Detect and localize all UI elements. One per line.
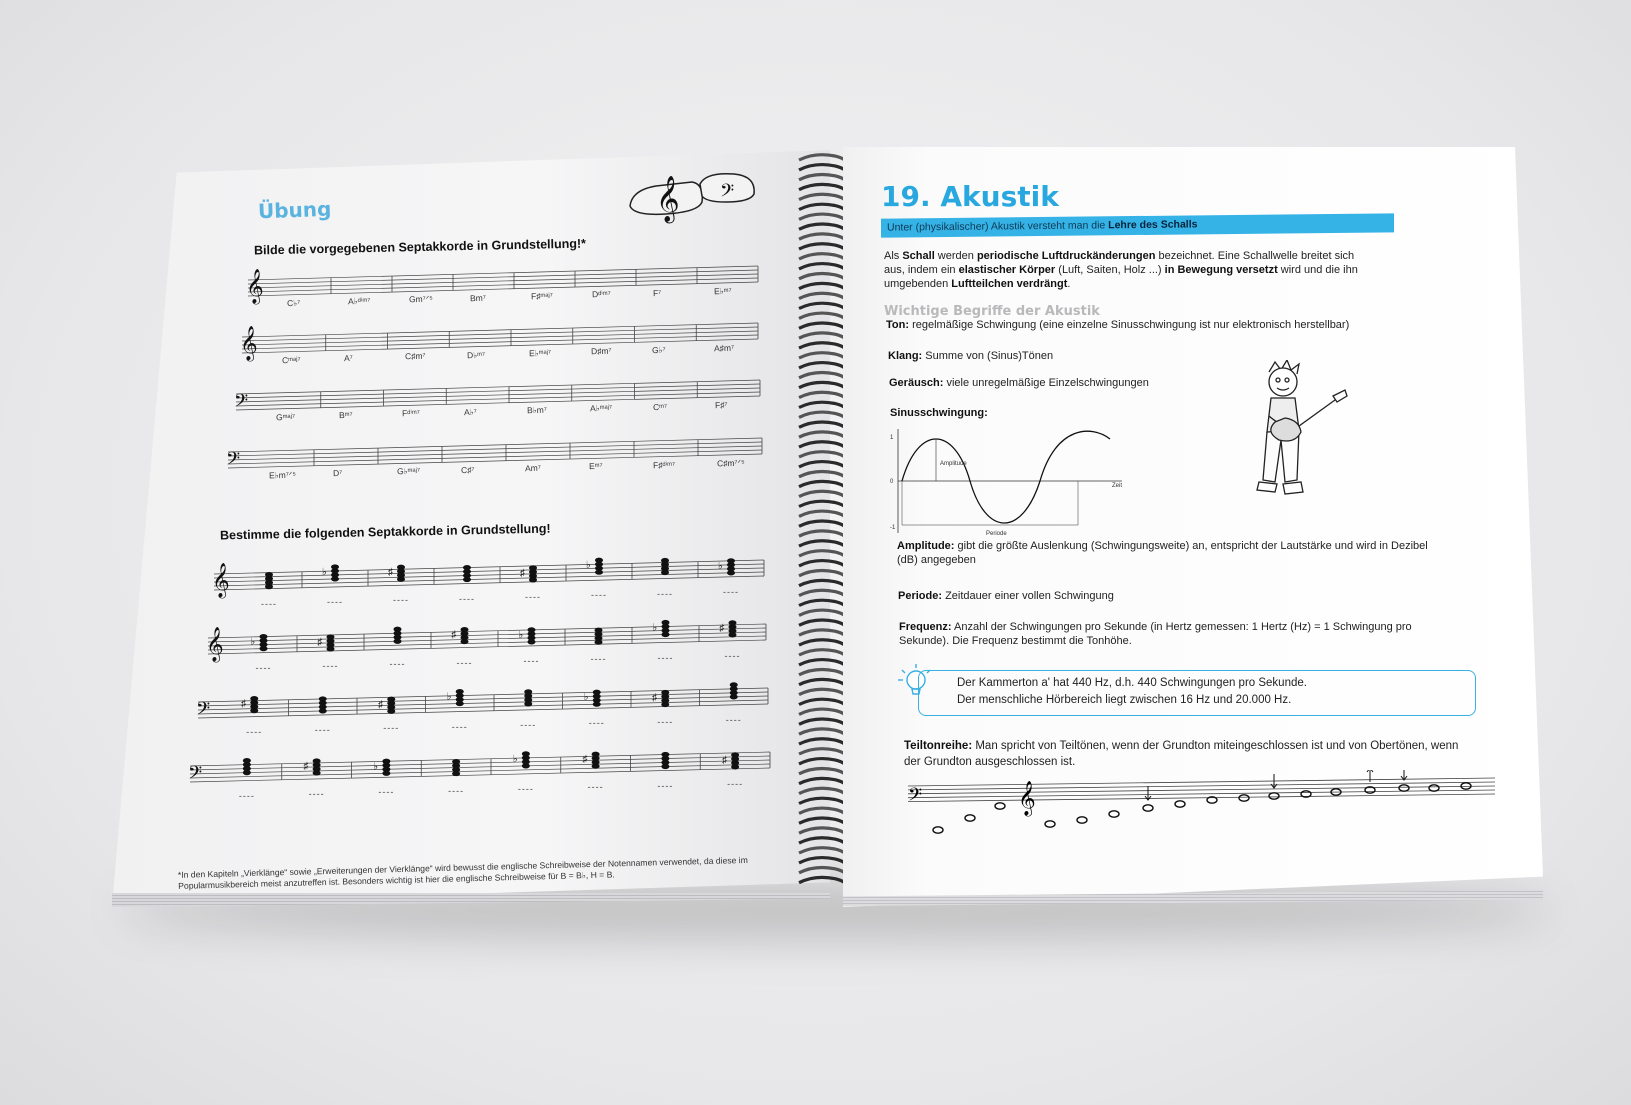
accidental: ♯: [520, 567, 525, 579]
guitarist-illustration: [1255, 360, 1355, 510]
spiral-loop: [799, 382, 845, 390]
footnote: *In den Kapiteln „Vierklänge“ sowie „Erweiterungen der Vierklänge“ wird bewusst die englische Schreibweise der Notennamen verwendet, da diese im Popularmusikbereich meist anzutreffen ist. Besonders wichtig ist hier die englische Schreibweise für B = B♭, H = B.: [177, 854, 748, 891]
term-geraeusch-text: viele unregelmäßige Einzelschwingungen: [943, 377, 1149, 389]
spiral-loop: [799, 640, 845, 648]
spiral-loop: [799, 719, 845, 727]
note-head: [260, 634, 268, 639]
spiral-loop: [799, 501, 845, 509]
term-frequenz-label: Frequenz:: [899, 621, 952, 633]
subtitle-bold: Lehre des Schalls: [1108, 218, 1198, 232]
build-staff-4: [226, 438, 762, 474]
music-staves: [0, 0, 830, 900]
spiral-loop: [799, 679, 845, 687]
note-head: [595, 628, 603, 633]
overtone-note: [1143, 805, 1153, 811]
spiral-loop: [799, 828, 845, 836]
accidental: ♯: [722, 754, 728, 766]
answer-blank[interactable]: ----: [587, 782, 604, 793]
answer-blank[interactable]: ----: [523, 655, 540, 666]
spiral-loop: [799, 590, 845, 598]
spiral-loop: [799, 739, 845, 747]
svg-text:𝄞: 𝄞: [240, 326, 258, 361]
spiral-loop: [799, 184, 845, 192]
note-head: [662, 620, 670, 625]
chord-label: F♯ᵈⁱᵐ⁷: [652, 459, 676, 470]
overtone-note: [995, 803, 1005, 809]
spiral-loop: [799, 174, 845, 182]
graph-amplitude: Amplitude: [940, 461, 967, 467]
accidental: ♭: [718, 560, 723, 572]
accidental: ♭: [583, 692, 589, 704]
chord-label: D♯m⁷: [590, 345, 612, 357]
note-head: [727, 558, 735, 563]
spiral-loop: [799, 422, 845, 430]
term-teiltonreihe: [904, 738, 1464, 770]
chord-label: C♯⁷: [460, 464, 475, 475]
overtone-note: [1109, 811, 1119, 817]
spiral-loop: [799, 729, 845, 737]
graph-y1: 1: [890, 435, 894, 441]
spiral-loop: [799, 778, 845, 786]
accidental: ♯: [388, 567, 393, 579]
answer-blank[interactable]: ----: [725, 714, 742, 725]
answer-blank[interactable]: ----: [327, 596, 343, 607]
spiral-loop: [799, 343, 845, 351]
chord-label: A♭ᵈⁱᵐ⁷: [348, 295, 371, 307]
note-head: [387, 697, 395, 702]
answer-blank[interactable]: ----: [456, 657, 473, 668]
arrow-up-icon: [1367, 770, 1373, 782]
answer-blank[interactable]: ----: [657, 588, 673, 599]
answer-blank[interactable]: ----: [657, 652, 674, 663]
term-frequenz-text: Anzahl der Schwingungen pro Sekunde (in Hertz gemessen: 1 Hertz (Hz) = 1 Schwingung pro Sekunde). Die Frequenz bestimmt die Tonhöhe.: [899, 621, 1412, 647]
answer-blank[interactable]: ----: [378, 787, 395, 798]
note-head: [397, 565, 405, 570]
note-head: [524, 689, 532, 694]
svg-text:𝄢: 𝄢: [196, 699, 211, 724]
answer-blank[interactable]: ----: [657, 780, 674, 791]
answer-blank[interactable]: ----: [724, 650, 741, 661]
chord-label: G♭⁷: [652, 344, 667, 355]
note-head: [331, 564, 339, 569]
note-head: [456, 689, 464, 694]
accidental: ♯: [378, 699, 384, 711]
spiral-loop: [799, 412, 845, 420]
svg-text:𝄢: 𝄢: [226, 449, 241, 474]
spiral-loop: [799, 699, 845, 707]
spiral-loop: [799, 392, 845, 400]
chord-label: Bᵐ⁷: [338, 409, 353, 421]
chord-label: Eᵐ⁷: [588, 461, 603, 472]
spiral-loop: [799, 214, 845, 222]
identify-staff-1: [212, 558, 764, 599]
chord-label: F♯ᵐᵃʲ⁷: [531, 290, 554, 302]
spiral-loop: [799, 194, 845, 202]
spiral-loop: [799, 155, 845, 163]
overtone-note: [1239, 795, 1249, 801]
overtone-note: [1175, 801, 1185, 807]
bass-clef: 𝄢: [908, 785, 923, 810]
note-head: [730, 682, 738, 687]
spiral-loop: [799, 165, 845, 173]
spiral-loop: [799, 303, 845, 311]
overtone-note: [1269, 793, 1279, 799]
task-2-title: Bestimme die folgenden Septakkorde in Grundstellung!: [219, 521, 551, 543]
chord-label: Bm⁷: [470, 292, 487, 303]
spiral-loop: [799, 600, 845, 608]
intro-run: (Luft, Saiten, Holz ...): [1055, 264, 1165, 276]
term-amplitude-label: Amplitude:: [897, 540, 955, 552]
graph-zeit: Zeit: [1112, 483, 1123, 489]
build-staff-3: [234, 380, 760, 416]
term-klang-text: Summe von (Sinus)Tönen: [922, 350, 1054, 362]
answer-blank[interactable]: ----: [723, 586, 739, 597]
note-head: [528, 627, 536, 632]
spiral-loop: [799, 709, 845, 717]
accidental: ♭: [652, 622, 658, 634]
term-periode: [898, 589, 1114, 603]
note-head: [313, 758, 321, 763]
spiral-loop: [799, 848, 845, 856]
intro-run: wird und die ihn umgebenden: [884, 264, 1358, 290]
chord-label: B♭m⁷: [527, 404, 548, 416]
note-head: [327, 634, 335, 639]
answer-blank[interactable]: ----: [459, 593, 475, 604]
answer-blank[interactable]: ----: [657, 716, 674, 727]
spiral-loop: [799, 521, 845, 529]
chord-label: F♯⁷: [715, 399, 729, 411]
spiral-loop: [799, 858, 845, 866]
graph-y0: 0: [890, 479, 894, 485]
term-ton: [886, 318, 1446, 332]
answer-blank[interactable]: ----: [520, 719, 537, 730]
answer-blank[interactable]: ----: [448, 785, 465, 796]
spiral-loop: [799, 491, 845, 499]
answer-blank[interactable]: ----: [322, 660, 339, 671]
spiral-loop: [799, 471, 845, 479]
spiral-loop: [799, 363, 845, 371]
spiral-loop: [799, 244, 845, 252]
accidental: ♭: [250, 636, 256, 648]
answer-blank[interactable]: ----: [246, 726, 263, 737]
answer-blank[interactable]: ----: [591, 590, 607, 601]
spiral-loop: [799, 660, 845, 668]
accidental: ♭: [373, 761, 379, 773]
spiral-loop: [799, 838, 845, 846]
note-head: [522, 751, 530, 756]
spiral-loop: [799, 481, 845, 489]
spiral-loop: [799, 759, 845, 767]
answer-blank[interactable]: ----: [588, 718, 605, 729]
answer-blank[interactable]: ----: [314, 724, 331, 735]
chord-label: E♭ᵐᵃʲ⁷: [528, 347, 552, 359]
spiral-loop: [799, 620, 845, 628]
build-staff-1: [246, 266, 758, 305]
note-head: [729, 620, 737, 625]
spiral-loop: [799, 283, 845, 291]
spiral-loop: [799, 224, 845, 232]
accidental: ♭: [322, 566, 327, 578]
accidental: ♯: [582, 754, 588, 766]
spiral-loop: [799, 768, 845, 776]
chord-label: Dᵈⁱᵐ⁷: [592, 289, 612, 300]
term-teil-text: Man spricht von Teiltönen, wenn der Grundton miteingeschlossen ist und von Obertönen, wenn der Grundton ausgeschlossen ist.: [904, 740, 1459, 768]
spiral-loop: [799, 462, 845, 470]
spiral-loop: [799, 798, 845, 806]
spiral-loop: [799, 551, 845, 559]
spiral-loop: [799, 877, 845, 885]
note-head: [593, 690, 601, 695]
overtone-staff: [900, 770, 1500, 840]
info-line-1: Der Kammerton a' hat 440 Hz, d.h. 440 Schwingungen pro Sekunde.: [957, 677, 1307, 689]
spiral-loop: [799, 531, 845, 539]
intro-run: periodische Luftdruckänderungen: [976, 250, 1156, 262]
svg-text:𝄢: 𝄢: [188, 763, 203, 788]
intro-run: Luftteilchen verdrängt: [951, 278, 1068, 290]
chord-label: E♭m⁷ᐟ⁵: [268, 469, 296, 481]
chord-label: E♭ᵐ⁷: [714, 285, 733, 297]
accidental: ♯: [451, 629, 457, 641]
chord-label: Cᵐ⁷: [652, 401, 667, 412]
spiral-loop: [799, 570, 845, 578]
accidental: ♭: [518, 629, 524, 641]
note-head: [592, 752, 600, 757]
note-head: [382, 759, 390, 764]
exercise-title: Übung: [257, 196, 332, 224]
svg-text:𝄢: 𝄢: [720, 181, 735, 206]
spiral-loop: [799, 313, 845, 321]
term-amplitude-text: gibt die größte Auslenkung (Schwingungsweite) an, entspricht der Lautstärke und wird in Dezibel (dB) angegeben: [897, 540, 1428, 566]
spiral-loop: [799, 610, 845, 618]
answer-blank[interactable]: ----: [255, 662, 272, 673]
overtone-note: [1077, 817, 1087, 823]
chord-label: Gm⁷ᐟ⁵: [409, 293, 434, 305]
term-frequenz: [899, 620, 1419, 648]
spiral-loop: [799, 580, 845, 588]
spiral-loop: [799, 669, 845, 677]
answer-blank[interactable]: ----: [393, 595, 409, 606]
svg-text:𝄢: 𝄢: [234, 391, 249, 416]
svg-text:𝄞: 𝄞: [246, 269, 264, 304]
chord-label: A♯m⁷: [713, 342, 735, 354]
chord-label: C♭⁷: [287, 297, 301, 308]
arrow-down-icon: [1401, 770, 1407, 780]
note-head: [250, 696, 258, 701]
chord-label: G♭ᵐᵃʲ⁷: [396, 465, 421, 477]
chord-label: C♯m⁷ᐟ⁵: [716, 457, 745, 469]
note-head: [731, 752, 739, 757]
intro-run: bezeichnet. Eine Schallwelle breitet sich aus, indem ein: [884, 250, 1355, 276]
note-head: [319, 696, 327, 701]
spiral-loop: [799, 561, 845, 569]
subtitle-text: Unter (physikalischer) Akustik versteht man die: [887, 219, 1109, 234]
spiral-loop: [799, 511, 845, 519]
term-klang-label: Klang:: [888, 350, 923, 362]
answer-blank[interactable]: ----: [308, 788, 325, 799]
chord-label: Cᵐᵃʲ⁷: [281, 354, 301, 365]
answer-blank[interactable]: ----: [727, 778, 744, 789]
accidental: ♯: [303, 760, 309, 772]
spiral-loop: [799, 402, 845, 410]
info-line-2: Der menschliche Hörbereich liegt zwischen 16 Hz und 20.000 Hz.: [957, 694, 1292, 706]
accidental: ♯: [317, 636, 323, 648]
note-head: [265, 572, 273, 577]
note-head: [452, 759, 460, 764]
overtone-note: [1045, 821, 1055, 827]
svg-text:𝄞: 𝄞: [212, 563, 230, 598]
spiral-loop: [799, 323, 845, 331]
intro-run: in Bewegung versetzt: [1164, 264, 1278, 276]
overtone-note: [965, 815, 975, 821]
section-heading: Wichtige Begriffe der Akustik: [884, 304, 1100, 319]
note-head: [243, 758, 251, 763]
accidental: ♭: [586, 560, 591, 572]
accidental: ♯: [652, 692, 658, 704]
spiral-loop: [799, 254, 845, 262]
term-geraeusch: [889, 376, 1149, 390]
answer-blank[interactable]: ----: [238, 790, 255, 801]
overtone-note: [1399, 785, 1409, 791]
term-periode-text: Zeitdauer einer vollen Schwingung: [942, 590, 1114, 602]
term-ton-label: Ton:: [886, 319, 910, 331]
note-head: [661, 558, 669, 563]
spiral-loop: [799, 808, 845, 816]
spiral-loop: [799, 204, 845, 212]
spiral-loop: [799, 788, 845, 796]
svg-text:𝄞: 𝄞: [656, 176, 680, 222]
chord-label: C♯m⁷: [405, 351, 426, 362]
intro-run: Schall: [902, 250, 935, 262]
chord-label: Am⁷: [524, 462, 541, 474]
spiral-loop: [799, 630, 845, 638]
note-head: [461, 627, 469, 632]
intro-run: .: [1067, 278, 1071, 290]
spiral-loop: [799, 650, 845, 658]
chord-label: F⁷: [653, 287, 662, 298]
spiral-loop: [799, 353, 845, 361]
answer-blank[interactable]: ----: [261, 598, 277, 609]
svg-text:𝄞: 𝄞: [206, 627, 224, 662]
note-head: [595, 558, 603, 563]
chord-label: A⁷: [343, 352, 353, 364]
identify-staff-4: [188, 751, 770, 788]
treble-clef: 𝄞: [1018, 781, 1036, 816]
arrow-down-icon: [1145, 786, 1151, 800]
chord-label: Fᵈⁱᵐ⁷: [401, 408, 420, 419]
note-head: [463, 565, 471, 570]
chord-label: A♭⁷: [464, 406, 478, 417]
chord-label: A♭ᵐᵃʲ⁷: [589, 402, 613, 414]
accidental: ♭: [512, 753, 518, 765]
accidental: ♭: [446, 691, 452, 703]
graph-ym1: -1: [890, 525, 896, 531]
intro-run: werden: [934, 250, 977, 262]
spiral-loop: [799, 749, 845, 757]
term-sinus: [890, 406, 988, 420]
spiral-loop: [799, 689, 845, 697]
note-head: [661, 752, 669, 757]
answer-blank[interactable]: ----: [525, 591, 541, 602]
identify-staff-3: [196, 682, 768, 724]
sine-wave-graph: [890, 425, 1135, 540]
overtone-note: [933, 827, 943, 833]
spiral-loop: [799, 442, 845, 450]
term-geraeusch-label: Geräusch:: [889, 377, 944, 389]
answer-blank[interactable]: ----: [590, 654, 607, 665]
spiral-loop: [799, 273, 845, 281]
chord-label: D⁷: [332, 467, 343, 479]
spiral-loop: [799, 333, 845, 341]
term-amplitude: [897, 539, 1437, 567]
accidental: ♯: [719, 622, 725, 634]
answer-blank[interactable]: ----: [517, 783, 534, 794]
info-box: [918, 670, 1476, 716]
accidental: ♯: [241, 698, 247, 710]
intro-run: Als: [884, 250, 903, 262]
term-ton-text: regelmäßige Schwingung (eine einzelne Sinusschwingung ist nur elektronisch herstellbar): [909, 319, 1350, 331]
intro-run: elastischer Körper: [958, 264, 1056, 276]
build-staff-2: [240, 323, 758, 365]
spiral-loop: [799, 818, 845, 826]
spiral-loop: [799, 264, 845, 272]
identify-staff-2: [206, 620, 766, 663]
chord-label: D♭ᵐ⁷: [466, 349, 486, 360]
intro-paragraph: [884, 249, 1364, 291]
spiral-loop: [799, 541, 845, 549]
spiral-loop: [799, 867, 845, 875]
spiral-loop: [799, 452, 845, 460]
graph-periode: Periode: [986, 531, 1007, 537]
task-1-title: Bilde die vorgegebenen Septakkorde in Grundstellung!*: [253, 236, 587, 258]
note-head: [661, 690, 669, 695]
spiral-loop: [799, 293, 845, 301]
term-periode-label: Periode:: [898, 590, 943, 602]
term-sinus-label: Sinusschwingung:: [890, 407, 988, 419]
note-head: [529, 565, 537, 570]
term-teil-label: Teiltonreihe:: [904, 740, 973, 752]
answer-blank[interactable]: ----: [451, 721, 468, 732]
term-klang: [888, 349, 1053, 363]
spiral-loop: [799, 234, 845, 242]
overtone-note: [1429, 785, 1439, 791]
spiral-loop: [799, 372, 845, 380]
answer-blank[interactable]: ----: [383, 723, 400, 734]
spiral-loop: [799, 432, 845, 440]
chapter-title: 19. Akustik: [881, 180, 1059, 213]
note-head: [394, 627, 402, 632]
answer-blank[interactable]: ----: [389, 659, 406, 670]
chord-label: Gᵐᵃʲ⁷: [276, 411, 296, 422]
